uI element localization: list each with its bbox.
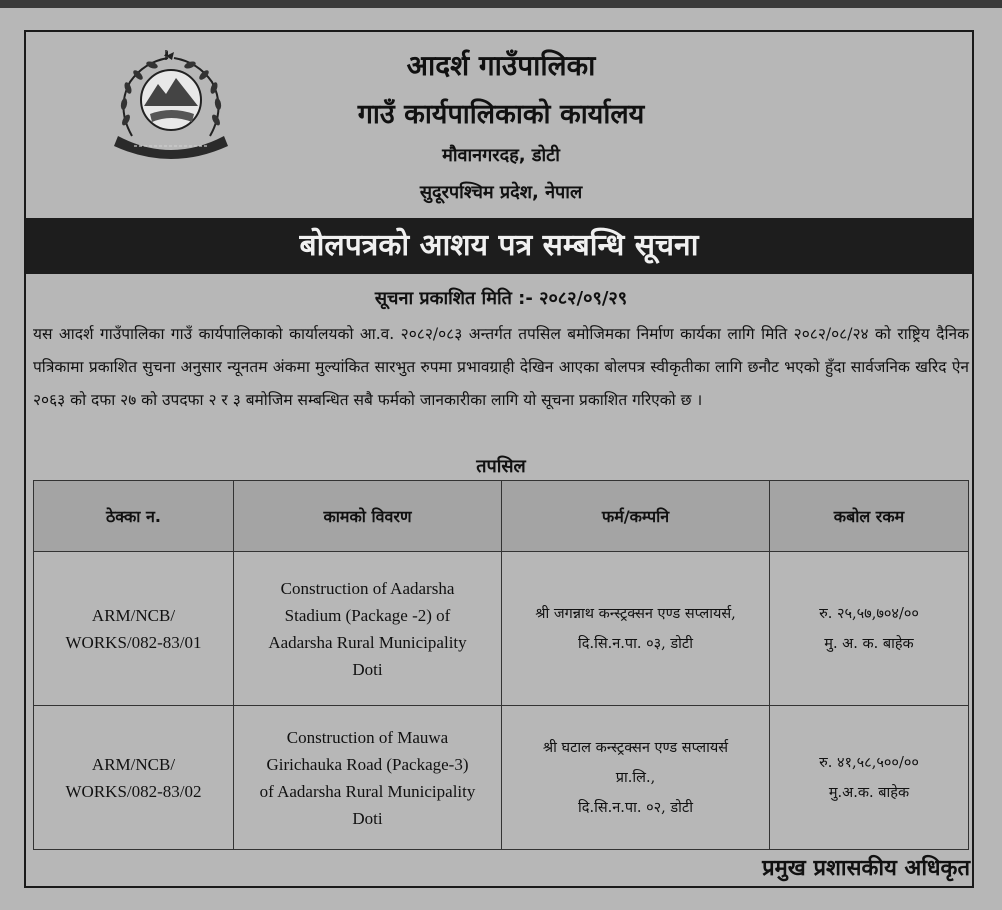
header-firm: फर्म/कम्पनि bbox=[502, 481, 770, 552]
schedule-heading: तपसिल bbox=[476, 456, 526, 477]
contracts-table bbox=[33, 480, 969, 850]
header-work-description: कामको विवरण bbox=[234, 481, 502, 552]
office-location: मौवानगरदह, डोटी bbox=[442, 145, 560, 166]
municipality-name: आदर्श गाउँपालिका bbox=[406, 49, 596, 82]
work-description-cell: Construction of Mauwa Girichauka Road (Package-3) of Aadarsha Rural Municipality Doti bbox=[234, 706, 502, 850]
contract-number-cell: ARM/NCB/ WORKS/082-83/02 bbox=[34, 706, 234, 850]
table-row bbox=[34, 706, 969, 850]
header-bid-amount: कबोल रकम bbox=[770, 481, 969, 552]
work-description-cell: Construction of Aadarsha Stadium (Package -2) of Aadarsha Rural Municipality Doti bbox=[234, 552, 502, 706]
firm-cell: श्री घटाल कन्स्ट्रक्सन एण्ड सप्लायर्स प्रा.लि., दि.सि.न.पा. ०२, डोटी bbox=[502, 706, 770, 850]
top-edge-bar bbox=[0, 0, 1002, 8]
contract-number-cell: ARM/NCB/ WORKS/082-83/01 bbox=[34, 552, 234, 706]
notice-body: यस आदर्श गाउँपालिका गाउँ कार्यपालिकाको कार्यालयको आ.व. २०८२/०८३ अन्तर्गत तपसिल बमोजिमका निर्माण कार्यका लागि मिति २०८२/०८/२४ को राष्ट्रिय दैनिक पत्रिकामा प्रकाशित सुचना अनुसार न्यूनतम अंकमा मुल्यांकित सारभुत रुपमा प्रभावग्राही देखिन आएका बोलपत्र स्वीकृतीका लागि छनौट भएको हुँदा सार्वजनिक खरिद ऐन २०६३ को दफा २७ को उपदफा २ र ३ बमोजिम सम्बन्धित सबै फर्मको जानकारीका लागि यो सूचना प्रकाशित गरिएको छ । bbox=[33, 325, 969, 409]
office-name: गाउँ कार्यपालिकाको कार्यालय bbox=[357, 99, 645, 130]
header-contract-no: ठेक्का न. bbox=[34, 481, 234, 552]
bid-amount-cell: रु. २५,५७,७०४/०० मु. अ. क. बाहेक bbox=[770, 552, 969, 706]
notice-title-banner: बोलपत्रको आशय पत्र सम्बन्धि सूचना bbox=[26, 218, 972, 274]
firm-cell: श्री जगन्नाथ कन्स्ट्रक्सन एण्ड सप्लायर्स, दि.सि.न.पा. ०३, डोटी bbox=[502, 552, 770, 706]
publication-date: सूचना प्रकाशित मिति :- २०८२/०९/२९ bbox=[374, 288, 628, 309]
bid-amount-cell: रु. ४१,५८,५००/०० मु.अ.क. बाहेक bbox=[770, 706, 969, 850]
signatory-title: प्रमुख प्रशासकीय अधिकृत bbox=[762, 856, 970, 881]
table-header-row bbox=[34, 481, 969, 552]
table-row bbox=[34, 552, 969, 706]
province-country: सुदूरपश्चिम प्रदेश, नेपाल bbox=[419, 182, 583, 203]
